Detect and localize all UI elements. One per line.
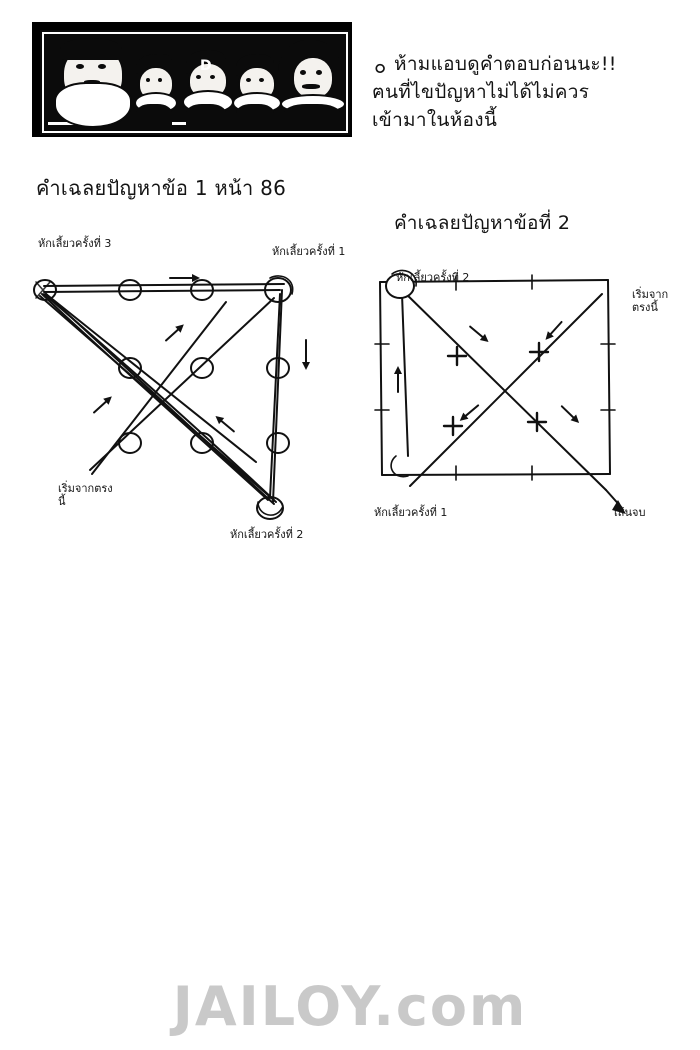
panel-frame-left <box>42 32 44 133</box>
panel-frame-bottom <box>42 131 348 133</box>
character-mid-1-eye-right <box>158 78 162 82</box>
panel-frame-top <box>42 32 348 34</box>
character-mid-1-body <box>136 104 172 126</box>
character-left-eye-left <box>76 64 84 69</box>
diagram-2-square <box>375 275 615 480</box>
shirt-letter: D <box>200 58 212 74</box>
watermark <box>0 975 700 1038</box>
character-mid-3-eye-left <box>246 78 251 82</box>
character-right-mouth <box>302 84 320 89</box>
warning-line-3: เข้ามาในห้องนี้ <box>372 109 498 131</box>
character-right-body <box>284 104 340 126</box>
manga-panel <box>32 22 352 137</box>
character-left-beard <box>54 82 132 128</box>
diagram-2-path <box>386 270 626 514</box>
character-left-hair <box>60 38 122 60</box>
solution-diagram-1 <box>30 250 330 510</box>
character-right-eye-left <box>300 70 306 75</box>
diagram-2-label-turn2: หักเลี้ยวครั้งที่ 2 <box>396 271 470 284</box>
watermark-suffix: .com <box>373 975 528 1038</box>
diagram-1-label-turn3: หักเลี้ยวครั้งที่ 3 <box>38 237 112 250</box>
watermark-main: JAILOY <box>172 975 374 1038</box>
diagram-2-label-end: เส้นจบ <box>614 506 646 519</box>
character-mid-2-eye-right <box>210 75 215 79</box>
character-mid-3-eye-right <box>259 78 264 82</box>
character-mid-2-body <box>186 104 226 126</box>
warning-line-1: ห้ามแอบดูคำตอบก่อนนะ!! <box>394 53 617 75</box>
diagram-2-label-start: เริ่มจากตรงนี้ <box>632 288 669 314</box>
diagram-2-label-turn1: หักเลี้ยวครั้งที่ 1 <box>374 506 448 519</box>
panel-frame-right <box>346 32 348 133</box>
diagram-1-label-start: เริ่มจากตรงนี้ <box>58 482 113 508</box>
diagram-1-label-turn1: หักเลี้ยวครั้งที่ 1 <box>272 245 346 258</box>
diagram-1-path <box>36 276 293 515</box>
character-left-eye-right <box>98 64 106 69</box>
character-right-eye-right <box>316 70 322 75</box>
warning-bullet-icon: ๐ <box>374 54 387 78</box>
diagram-1-label-turn2: หักเลี้ยวครั้งที่ 2 <box>230 528 304 541</box>
character-mid-2-eye-left <box>196 75 201 79</box>
heading-solution-1: คำเฉลยปัญหาข้อ 1 หน้า 86 <box>36 176 287 200</box>
diagram-2-plus-marks <box>444 343 548 435</box>
warning-note <box>372 50 672 134</box>
character-mid-3-body <box>236 104 274 126</box>
character-mid-1-eye-left <box>146 78 150 82</box>
heading-solution-2: คำเฉลยปัญหาข้อที่ 2 <box>394 212 571 234</box>
manga-panel-inner <box>40 30 350 135</box>
solution-diagram-2 <box>370 260 630 530</box>
warning-line-2: ฅนที่ไขปัญหาไม่ได้ไม่ควร <box>372 81 590 103</box>
